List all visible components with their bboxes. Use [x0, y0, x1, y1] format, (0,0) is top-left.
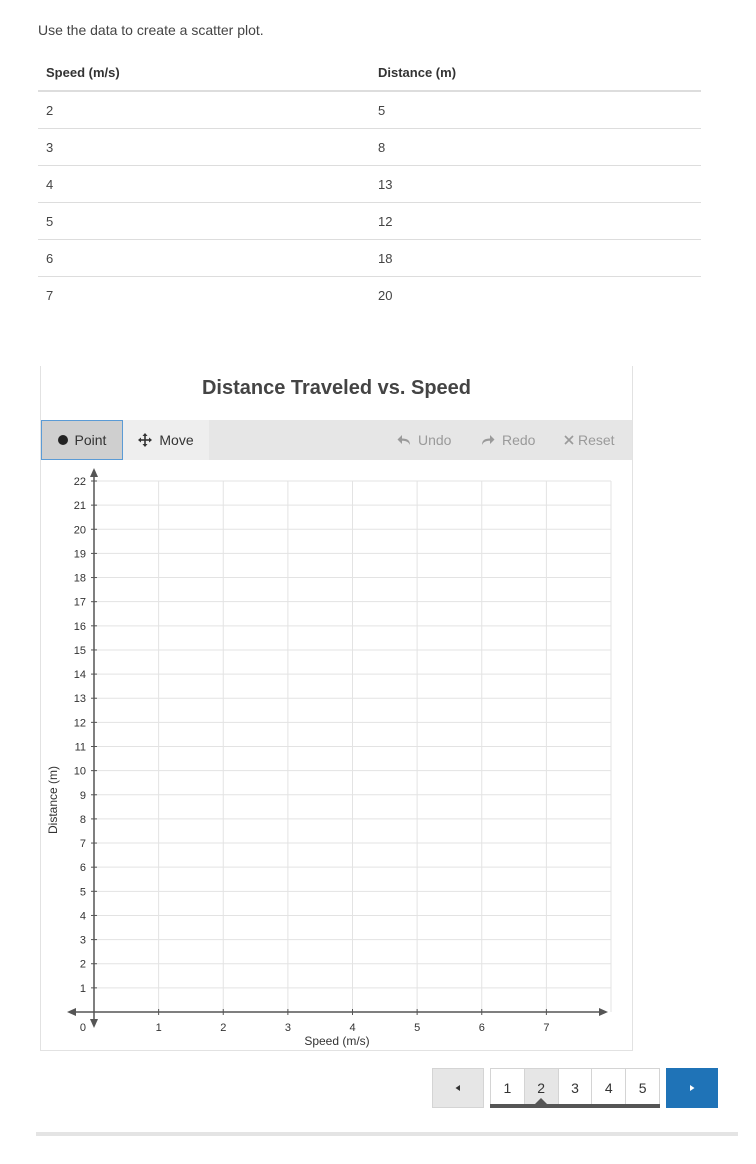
y-tick-label: 10 [73, 765, 86, 778]
y-tick-label: 1 [79, 982, 86, 995]
undo-label: Undo [418, 432, 452, 448]
column-header-speed: Speed (m/s) [38, 54, 370, 91]
undo-arrow-icon [397, 434, 411, 446]
y-tick-label: 2 [79, 958, 86, 971]
distance-cell: 12 [370, 203, 701, 240]
column-header-distance: Distance (m) [370, 54, 701, 91]
chart-title: Distance Traveled vs. Speed [201, 377, 472, 399]
move-arrows-icon [138, 433, 152, 447]
origin-label: 0 [79, 1022, 86, 1034]
speed-cell: 7 [46, 287, 54, 303]
scatter-plot-area[interactable] [41, 460, 632, 1050]
redo-label: Redo [502, 432, 536, 448]
table-row [38, 166, 701, 203]
dot-icon [58, 435, 68, 445]
speed-cell: 4 [38, 166, 370, 203]
y-tick-label: 9 [79, 789, 86, 802]
move-tool-label: Move [159, 432, 194, 448]
page-2-button[interactable]: 2 [525, 1069, 559, 1107]
move-tool-button[interactable] [123, 420, 209, 460]
point-tool-label: Point [74, 432, 107, 448]
table-row [38, 240, 701, 277]
reset-button[interactable] [564, 420, 615, 460]
x-tick-label: 7 [543, 1022, 550, 1034]
page-1-button[interactable]: 1 [491, 1069, 525, 1107]
distance-cell: 13 [370, 166, 701, 203]
y-tick-label: 4 [79, 910, 86, 923]
y-tick-label: 12 [73, 717, 86, 730]
x-tick-label: 6 [478, 1022, 485, 1034]
x-axis-right-arrow-icon [599, 1008, 608, 1016]
x-axis-label: Speed (m/s) [304, 1034, 370, 1048]
distance-cell: 20 [378, 287, 393, 303]
y-axis-top-arrow-icon [90, 468, 98, 477]
speed-cell: 6 [38, 240, 370, 277]
triangle-left-icon [454, 1079, 462, 1097]
undo-button[interactable] [397, 420, 451, 460]
reset-label: Reset [578, 432, 615, 448]
y-tick-label: 17 [73, 596, 86, 609]
y-tick-label: 22 [73, 476, 86, 488]
next-page-button[interactable] [666, 1068, 718, 1108]
page-5-button[interactable]: 5 [638, 1080, 647, 1096]
pagination-progress-bar [490, 1104, 660, 1108]
speed-cell: 3 [38, 129, 370, 166]
y-tick-label: 20 [73, 524, 86, 537]
table-row [38, 277, 701, 314]
y-axis-label: Distance (m) [46, 765, 60, 835]
instructions-text: Use the data to create a scatter plot. [38, 22, 264, 38]
x-axis-left-arrow-icon [67, 1008, 76, 1016]
graph-panel [40, 366, 633, 1051]
axes [67, 468, 608, 1028]
tick-labels [74, 476, 550, 1034]
y-tick-label: 21 [73, 500, 86, 513]
previous-page-button[interactable] [432, 1068, 484, 1108]
redo-arrow-icon [481, 434, 495, 446]
y-tick-label: 13 [73, 693, 86, 706]
table-row [38, 203, 701, 240]
x-icon [564, 435, 574, 445]
distance-cell: 5 [370, 91, 701, 129]
triangle-right-icon [688, 1079, 696, 1097]
table-row [38, 129, 701, 166]
y-tick-label: 14 [73, 669, 86, 682]
y-tick-label: 8 [79, 813, 86, 826]
y-tick-label: 6 [79, 862, 86, 875]
y-tick-label: 15 [73, 644, 86, 657]
graph-toolbar [41, 420, 632, 460]
speed-cell: 5 [38, 203, 370, 240]
table-header-row [38, 54, 701, 91]
x-tick-label: 4 [349, 1022, 356, 1034]
y-tick-label: 11 [74, 741, 86, 754]
y-axis-bottom-arrow-icon [90, 1019, 98, 1028]
y-tick-label: 16 [73, 620, 86, 633]
redo-button[interactable] [481, 420, 535, 460]
table-row [38, 91, 701, 129]
distance-cell: 18 [370, 240, 701, 277]
page-3-button[interactable]: 3 [559, 1069, 593, 1107]
y-tick-label: 3 [79, 934, 86, 947]
y-tick-label: 18 [73, 572, 86, 585]
point-tool-button[interactable] [41, 420, 123, 460]
grid-lines [94, 481, 611, 1012]
current-page-caret-icon [535, 1098, 547, 1104]
data-table [38, 54, 701, 313]
x-tick-label: 3 [284, 1022, 291, 1034]
x-tick-label: 5 [414, 1022, 421, 1034]
speed-cell: 2 [38, 91, 370, 129]
pagination [490, 1068, 660, 1108]
y-tick-label: 19 [73, 548, 86, 561]
distance-cell: 8 [370, 129, 701, 166]
x-tick-label: 1 [155, 1022, 162, 1034]
x-tick-label: 2 [220, 1022, 227, 1034]
page-4-button[interactable]: 4 [592, 1069, 626, 1107]
y-tick-label: 7 [79, 838, 86, 851]
y-tick-label: 5 [79, 886, 86, 899]
footer-divider [36, 1132, 738, 1136]
